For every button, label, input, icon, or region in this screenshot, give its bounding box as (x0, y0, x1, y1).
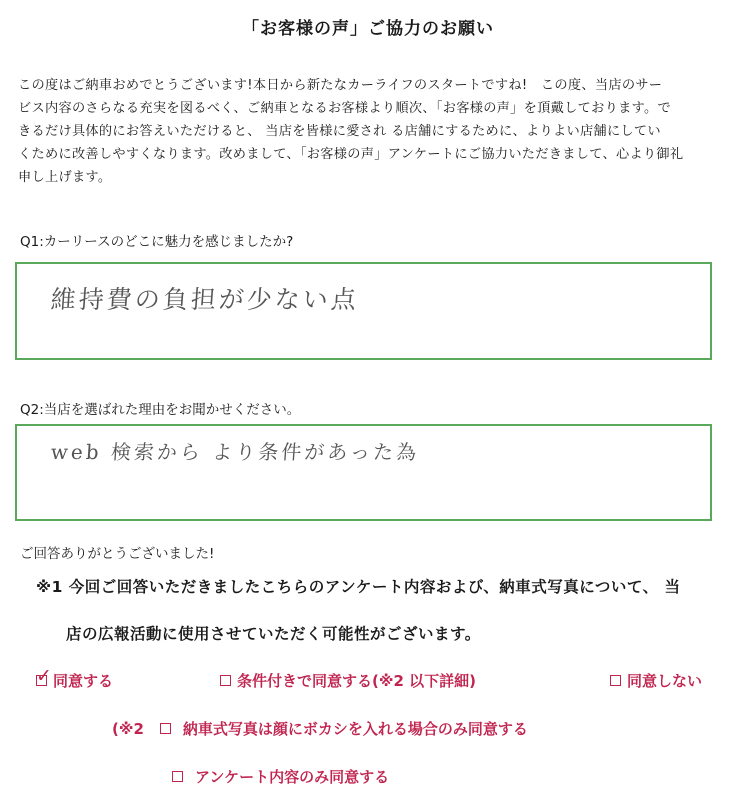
option-disagree[interactable] (610, 670, 702, 691)
thanks-text: ご回答ありがとうございました! (20, 546, 215, 562)
q1-answer-text: 維持費の負担が少ない点 (49, 285, 360, 314)
intro-line: 申し上げます。 (18, 170, 112, 185)
note2-opt1-label: 納車式写真は顔にボカシを入れる場合のみ同意する (182, 720, 528, 738)
checkbox-disagree[interactable] (610, 675, 621, 686)
note2-opt2-label: アンケート内容のみ同意する (195, 768, 390, 786)
intro-line: この度はご納車おめでとうございます!本日から新たなカーライフのスタートですね! この度、当店のサー (18, 78, 663, 93)
q2-answer-box[interactable] (15, 424, 712, 521)
q2-answer-text: web 検索から より条件があった為 (50, 440, 421, 464)
option-agree[interactable] (36, 665, 114, 691)
checkbox-agree[interactable] (36, 665, 52, 687)
intro-line: くために改善しやすくなります。改めまして、「お客様の声」アンケートにご協力いただきまして、心より御礼 (18, 147, 684, 162)
q2-label: Q2:当店を選ばれた理由をお聞かせください。 (20, 402, 301, 418)
intro-line: ビス内容のさらなる充実を図るべく、ご納車となるお客様より順次、「お客様の声」を頂戴しております。で (18, 101, 671, 116)
intro-text (18, 74, 724, 189)
note2-marker: (※2 (112, 719, 144, 738)
checkmark-icon: ✓ (36, 665, 52, 687)
option-disagree-label: 同意しない (627, 672, 703, 690)
note2-row2 (172, 766, 389, 787)
note1-line1: ※1 今回ご回答いただきましたこちらのアンケート内容および、納車式写真について、 当 (36, 578, 681, 596)
q1-answer-box[interactable] (15, 262, 712, 360)
q1-label: Q1:カーリースのどこに魅力を感じましたか? (20, 234, 294, 250)
intro-line: きるだけ具体的にお答えいただけると、 当店を皆様に愛され る店舗にするために、よりよい店舗にしてい (18, 124, 661, 139)
page-title: 「お客様の声」ご協力のお願い (242, 19, 494, 39)
option-agree-label: 同意する (53, 672, 114, 690)
checkbox-blur-face[interactable] (160, 723, 171, 734)
note1-line2: 店の広報活動に使用させていただく可能性がございます。 (66, 625, 481, 643)
checkbox-survey-only[interactable] (172, 771, 183, 782)
option-conditional-label: 条件付きで同意する(※2 以下詳細) (237, 672, 476, 690)
checkbox-conditional[interactable] (220, 675, 231, 686)
note2-row1 (112, 718, 528, 739)
option-conditional[interactable] (220, 670, 476, 691)
